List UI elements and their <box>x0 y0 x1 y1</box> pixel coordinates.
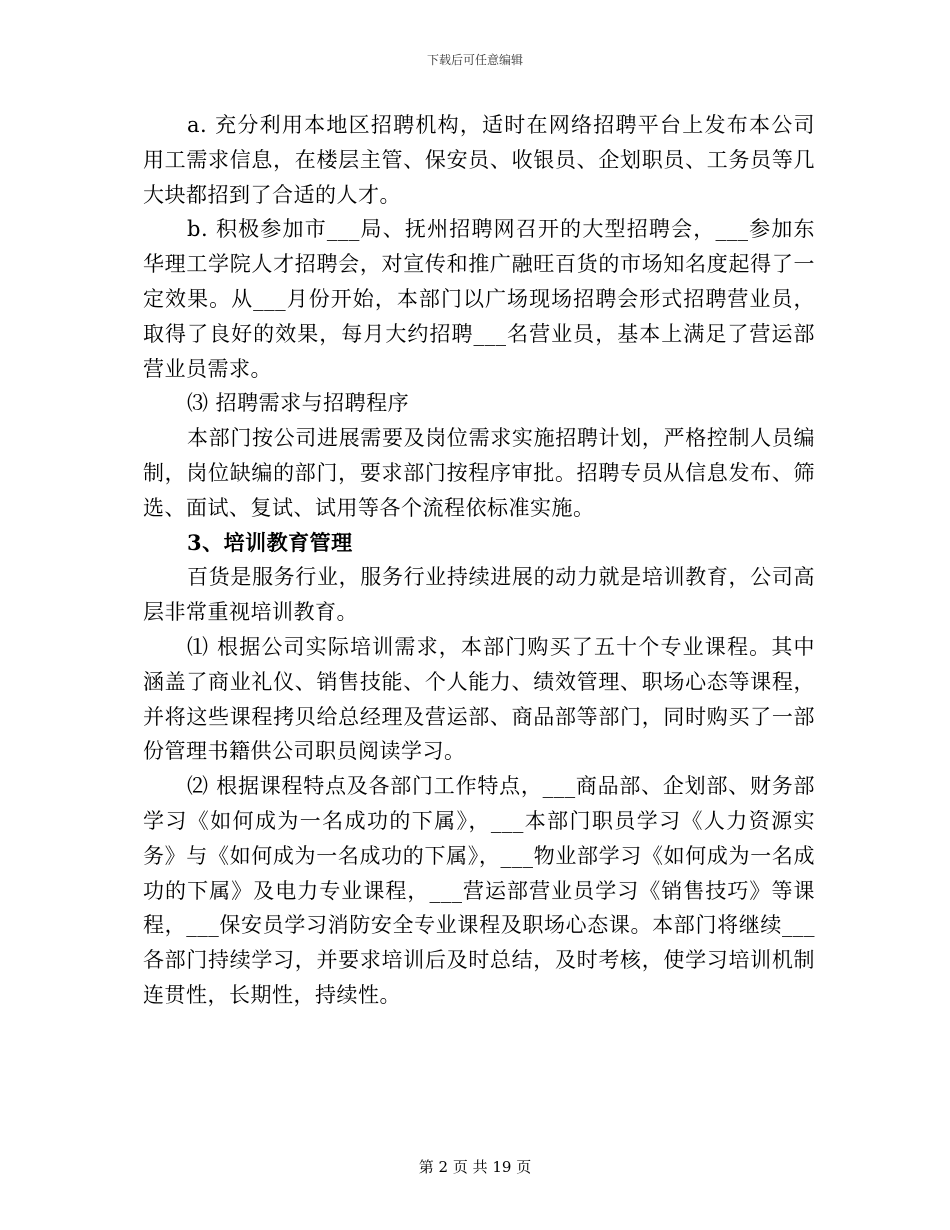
page-footer: 第 2 页 共 19 页 <box>418 1158 532 1176</box>
paragraph-recruitment-agencies: a. 充分利用本地区招聘机构，适时在网络招聘平台上发布本公司用工需求信息，在楼层主管、保安员、收银员、企划职员、工务员等几大块都招到了合适的人才。 <box>143 113 815 207</box>
paragraph-training-departments: ⑵ 根据课程特点及各部门工作特点，___商品部、企划部、财务部学习《如何成为一名成功的下属》，___本部门职员学习《人力资源实务》与《如何成为一名成功的下属》，___物业部学习《如何成为一名成功的下属》及电力专业课程，___营运部营业员学习《销售技巧》等课程，___保安员学习消防安全专业课程及职场心态课。本部门将继续___各部门持续学习，并要求培训后及时总结，及时考核，使学习培训机制连贯性，长期性，持续性。 <box>143 774 815 1007</box>
page-header: 下载后可任意编辑 <box>426 53 523 67</box>
section-heading-training: 3、培训教育管理 <box>187 529 353 555</box>
paragraph-recruitment-process-title: ⑶ 招聘需求与招聘程序 <box>187 391 410 416</box>
paragraph-training-courses: ⑴ 根据公司实际培训需求，本部门购买了五十个专业课程。其中涵盖了商业礼仪、销售技能、个人能力、绩效管理、职场心态等课程，并将这些课程拷贝给总经理及营运部、商品部等部门，同时购买了一部份管理书籍供公司职员阅读学习。 <box>143 634 815 764</box>
paragraph-recruitment-process: 本部门按公司进展需要及岗位需求实施招聘计划，严格控制人员编制，岗位缺编的部门，要求部门按程序审批。招聘专员从信息发布、筛选、面试、复试、试用等各个流程依标准实施。 <box>143 426 815 520</box>
paragraph-training-intro: 百货是服务行业，服务行业持续进展的动力就是培训教育，公司高层非常重视培训教育。 <box>143 565 815 625</box>
paragraph-job-fairs: b. 积极参加市___局、抚州招聘网召开的大型招聘会，___参加东华理工学院人才招聘会，对宣传和推广融旺百货的市场知名度起得了一定效果。从___月份开始，本部门以广场现场招聘会形式招聘营业员，取得了良好的效果，每月大约招聘___名营业员，基本上满足了营运部营业员需求。 <box>143 217 815 381</box>
document-body <box>143 108 815 1013</box>
